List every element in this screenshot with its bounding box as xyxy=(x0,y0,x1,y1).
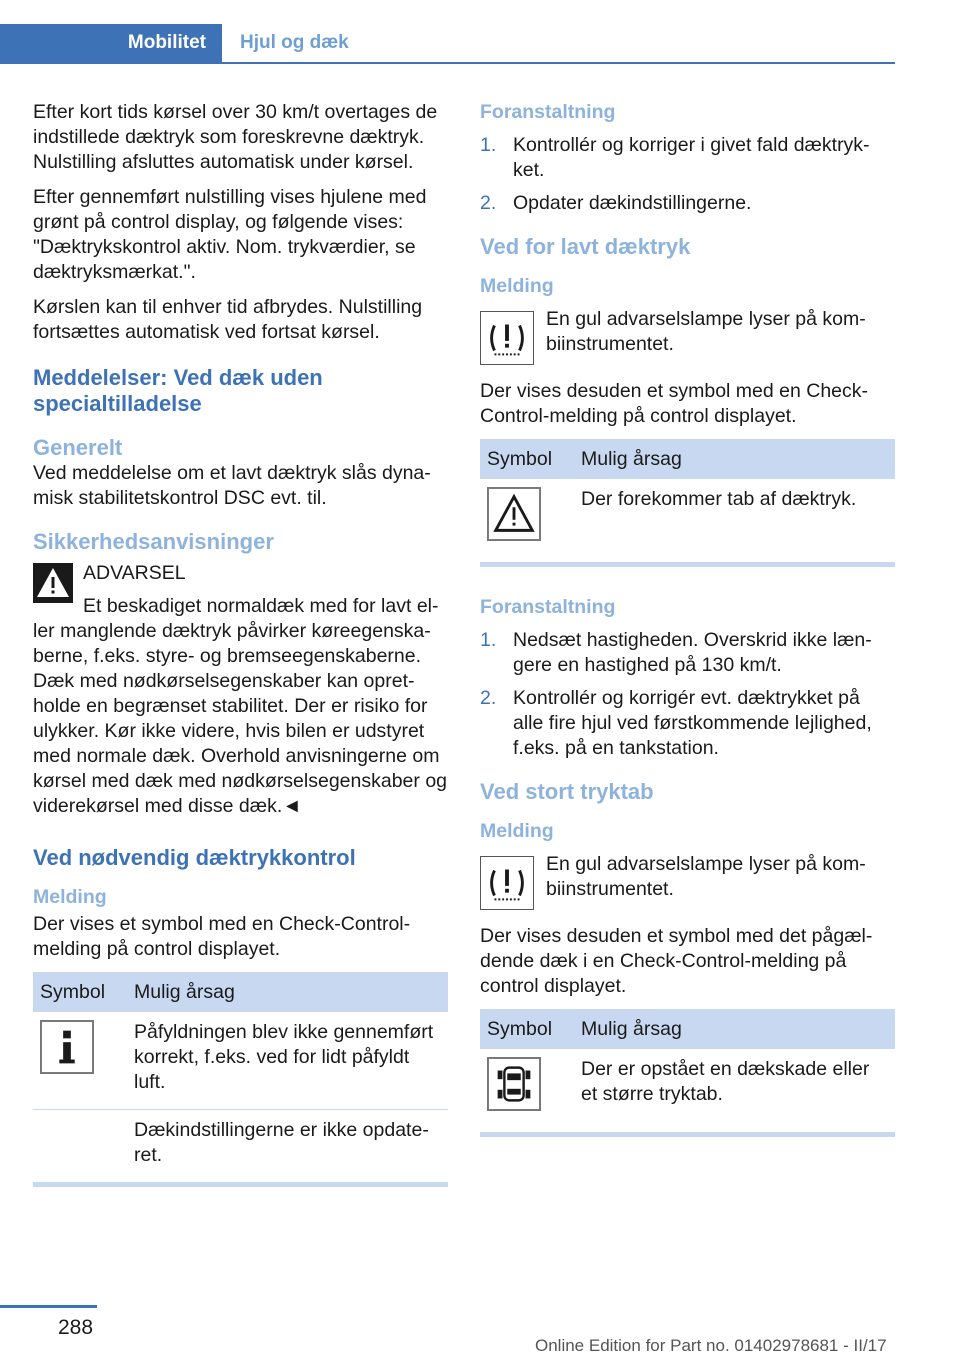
page-header xyxy=(0,24,895,64)
symbol-table xyxy=(480,1009,895,1132)
heading-foranstaltning: Foranstaltning xyxy=(480,101,616,123)
heading-noedvendig-daektrykkontrol: Ved nødvendig dæktrykkontrol xyxy=(33,845,356,870)
table-cell-cause: Der er opstået en dækskade eller et større tryktab. xyxy=(581,1058,870,1105)
section-tab-hjul-og-daek: Hjul og dæk xyxy=(240,32,349,53)
column-header-cause: Mulig årsag xyxy=(574,439,895,479)
list-item: 1. Nedsæt hastigheden. Overskrid ikke læn‐gere en hastighed på 130 km/t. xyxy=(480,629,872,676)
list-item: 2. Kontrollér og korrigér evt. dæktrykket på alle fire hjul ved førstkommende lejlighed, f.eks. på en tankstation. xyxy=(480,687,872,759)
list-item: 1. Kontrollér og korriger i givet fald dæktryk‐ket. xyxy=(480,134,870,181)
heading-melding: Melding xyxy=(480,275,554,297)
tire-pressure-warning-icon xyxy=(480,311,534,365)
warning-text: Et beskadiget normaldæk med for lavt el‐ler manglende dæktryk påvirker køreegenska‐berne, f.eks. styre- og bremseegenskaberne. Dæk med nødkørselsegenskaber kan opret‐holde en begrænset stabilitet. Der er risiko for ulykker. Kør ikke videre, hvis bilen er udstyret med normale dæk. Overhold anvisningerne om kørsel med dæk med nødkørselsegenskaber og viderekørsel med disse dæk.◄ xyxy=(33,595,448,817)
warning-triangle-icon xyxy=(487,487,541,541)
table-end-rule xyxy=(33,1182,448,1187)
heading-sikkerhedsanvisninger: Sikkerhedsanvisninger xyxy=(33,529,274,554)
paragraph: Kørslen kan til enhver tid afbrydes. Nulstilling fortsættes automatisk ved fortsat kørsel. xyxy=(33,296,423,343)
heading-melding: Melding xyxy=(33,886,107,908)
warning-triangle-icon xyxy=(33,563,73,603)
table-cell-cause: Der forekommer tab af dæktryk. xyxy=(581,488,857,510)
paragraph: Der vises desuden et symbol med en Check-Control-melding på control displayet. xyxy=(480,380,869,427)
chapter-tab-mobilitet: Mobilitet xyxy=(0,24,222,62)
table-cell-cause: Påfyldningen blev ikke gennemført korrekt, f.eks. ved for lidt påfyldt luft. xyxy=(127,1012,448,1110)
column-header-symbol: Symbol xyxy=(33,972,127,1012)
table-row xyxy=(480,479,895,562)
heading-lavt-daektryk: Ved for lavt dæktryk xyxy=(480,234,691,259)
heading-foranstaltning: Foranstaltning xyxy=(480,596,616,618)
column-header-symbol: Symbol xyxy=(480,1009,574,1049)
table-row xyxy=(33,1012,448,1110)
warning-block xyxy=(33,561,448,819)
paragraph: Der vises desuden et symbol med det pågæl‐dende dæk i en Check-Control-melding på control displayet. xyxy=(480,925,873,997)
info-icon xyxy=(40,1020,94,1074)
table-row xyxy=(480,1049,895,1132)
paragraph: Efter gennemført nulstilling vises hjulene med grønt på control display, og følgende vises: "Dæktrykskontrol aktiv. Nom. trykværdier, se dæktryksmærkat.". xyxy=(33,186,427,283)
column-header-cause: Mulig årsag xyxy=(574,1009,895,1049)
symbol-table xyxy=(33,972,448,1182)
tire-pressure-warning-icon xyxy=(480,856,534,910)
footer-rule xyxy=(0,1305,97,1308)
message-block xyxy=(480,307,895,367)
heading-meddelelser: Meddelelser: Ved dæk uden specialtilladelse xyxy=(33,365,323,416)
page-number: 288 xyxy=(58,1316,94,1339)
column-header-cause: Mulig årsag xyxy=(127,972,448,1012)
heading-melding: Melding xyxy=(480,820,554,842)
warning-title: ADVARSEL xyxy=(83,562,186,584)
paragraph: Efter kort tids kørsel over 30 km/t overtages de indstillede dæktryk som foreskrevne dæktryk. Nulstilling afsluttes automatisk under kørsel. xyxy=(33,101,438,173)
steps-list xyxy=(480,628,895,761)
table-row xyxy=(33,1110,448,1183)
car-tire-damage-icon xyxy=(487,1057,541,1111)
right-column xyxy=(480,100,895,1155)
message-text: En gul advarselslampe lyser på kom‐biinstrumentet. xyxy=(546,853,866,900)
table-end-rule xyxy=(480,562,895,567)
table-end-rule xyxy=(480,1132,895,1137)
paragraph: Ved meddelelse om et lavt dæktryk slås dyna‐misk stabilitetskontrol DSC evt. til. xyxy=(33,462,431,509)
paragraph: Der vises et symbol med en Check-Control-melding på control displayet. xyxy=(33,913,411,960)
message-text: En gul advarselslampe lyser på kom‐biinstrumentet. xyxy=(546,308,866,355)
list-item: 2. Opdater dækindstillingerne. xyxy=(480,192,752,214)
edition-note: Online Edition for Part no. 01402978681 - II/17 xyxy=(535,1336,887,1355)
table-cell-cause: Dækindstillingerne er ikke opdate‐ret. xyxy=(134,1119,429,1166)
message-block xyxy=(480,852,895,912)
heading-generelt: Generelt xyxy=(33,435,123,460)
heading-stort-tryktab: Ved stort tryktab xyxy=(480,779,654,804)
left-column xyxy=(33,100,448,1205)
steps-list xyxy=(480,133,895,216)
symbol-table xyxy=(480,439,895,562)
column-header-symbol: Symbol xyxy=(480,439,574,479)
